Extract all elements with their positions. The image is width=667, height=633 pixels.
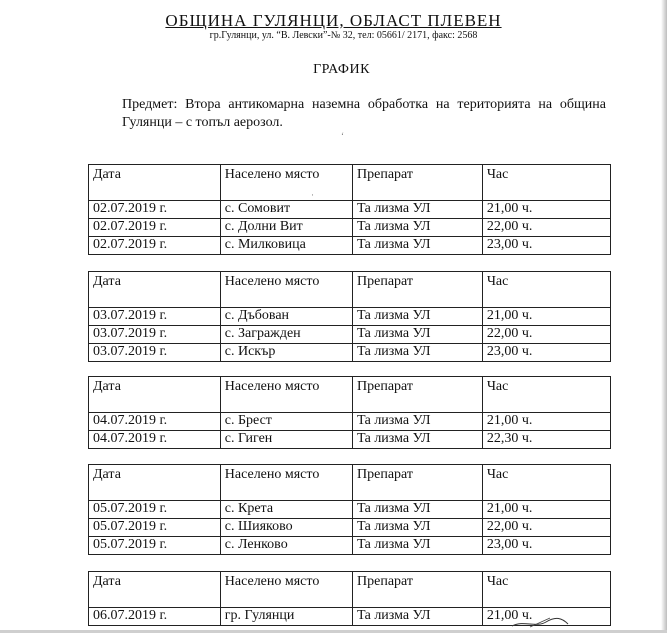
cell-place: с. Милковица <box>220 237 352 255</box>
table-row <box>89 501 611 519</box>
municipality-address: гр.Гулянци, ул. “В. Левски”-№ 32, тел: 05661/ 2171, факс: 2568 <box>209 30 478 41</box>
page-edge-shadow <box>661 0 667 633</box>
cell-date: 05.07.2019 г. <box>89 501 221 519</box>
signature-stroke <box>510 612 570 630</box>
table-header-row <box>89 165 611 201</box>
scan-speck: · <box>311 190 314 200</box>
cell-hour: 21,00 ч. <box>482 501 610 519</box>
schedule-table-2 <box>88 271 611 362</box>
cell-preparation: Ta лизма УЛ <box>353 537 483 555</box>
header-hour: Час <box>482 377 610 413</box>
header-place: Населено място <box>220 377 352 413</box>
header-preparation: Препарат <box>353 465 483 501</box>
schedule-table-4 <box>88 464 611 555</box>
cell-preparation: Ta лизма УЛ <box>353 308 483 326</box>
table-row <box>89 519 611 537</box>
cell-place: с. Искър <box>220 344 352 362</box>
cell-place: с. Долни Вит <box>220 219 352 237</box>
cell-place: гр. Гулянци <box>220 608 352 626</box>
cell-hour: 21,00 ч. <box>482 201 610 219</box>
cell-hour: 21,00 ч. <box>482 308 610 326</box>
schedule-table-1 <box>88 164 611 255</box>
header-hour: Час <box>482 572 610 608</box>
cell-preparation: Ta лизма УЛ <box>353 413 483 431</box>
cell-preparation: Ta лизма УЛ <box>353 201 483 219</box>
cell-place: с. Брест <box>220 413 352 431</box>
table-row <box>89 201 611 219</box>
cell-date: 06.07.2019 г. <box>89 608 221 626</box>
table-row <box>89 308 611 326</box>
table-header-row <box>89 377 611 413</box>
table-row <box>89 219 611 237</box>
cell-hour: 21,00 ч. <box>482 413 610 431</box>
header-date: Дата <box>89 465 221 501</box>
subject-line-2: Гулянци – с топъл аерозол. <box>122 115 283 130</box>
cell-date: 05.07.2019 г. <box>89 519 221 537</box>
header-hour: Час <box>482 465 610 501</box>
schedule-table-3 <box>88 376 611 449</box>
table-header-row <box>89 572 611 608</box>
header-date: Дата <box>89 377 221 413</box>
table-row <box>89 326 611 344</box>
header-place: Населено място <box>220 272 352 308</box>
cell-place: с. Загражден <box>220 326 352 344</box>
cell-date: 02.07.2019 г. <box>89 201 221 219</box>
header-preparation: Препарат <box>353 165 483 201</box>
cell-date: 05.07.2019 г. <box>89 537 221 555</box>
table-row <box>89 413 611 431</box>
header-preparation: Препарат <box>353 377 483 413</box>
subject-line-1: Предмет: Втора антикомарна наземна обработка на територията на община <box>122 97 606 112</box>
cell-hour: 22,00 ч. <box>482 519 610 537</box>
scan-speck: ‘ <box>341 131 344 141</box>
table-row <box>89 431 611 449</box>
table-header-row <box>89 272 611 308</box>
header-hour: Час <box>482 272 610 308</box>
cell-place: с. Дъбован <box>220 308 352 326</box>
cell-date: 03.07.2019 г. <box>89 326 221 344</box>
table-header-row <box>89 465 611 501</box>
municipality-name: ОБЩИНА ГУЛЯНЦИ, ОБЛАСТ ПЛЕВЕН <box>165 11 502 30</box>
cell-hour: 22,00 ч. <box>482 326 610 344</box>
cell-date: 03.07.2019 г. <box>89 344 221 362</box>
cell-preparation: Ta лизма УЛ <box>353 237 483 255</box>
cell-preparation: Ta лизма УЛ <box>353 219 483 237</box>
header-place: Населено място <box>220 165 352 201</box>
cell-preparation: Ta лизма УЛ <box>353 344 483 362</box>
cell-place: с. Крета <box>220 501 352 519</box>
header-date: Дата <box>89 272 221 308</box>
header-hour: Час <box>482 165 610 201</box>
cell-date: 02.07.2019 г. <box>89 219 221 237</box>
cell-date: 04.07.2019 г. <box>89 413 221 431</box>
cell-preparation: Ta лизма УЛ <box>353 501 483 519</box>
cell-preparation: Ta лизма УЛ <box>353 608 483 626</box>
cell-hour: 23,00 ч. <box>482 344 610 362</box>
table-row <box>89 537 611 555</box>
cell-date: 04.07.2019 г. <box>89 431 221 449</box>
cell-place: с. Гиген <box>220 431 352 449</box>
header-preparation: Препарат <box>353 272 483 308</box>
cell-hour: 23,00 ч. <box>482 237 610 255</box>
header-place: Населено място <box>220 465 352 501</box>
header-place: Населено място <box>220 572 352 608</box>
document-title: ГРАФИК <box>313 62 370 77</box>
municipality-header <box>0 11 667 31</box>
cell-hour: 21,00 ч. <box>482 608 610 626</box>
subject-paragraph <box>122 96 606 132</box>
cell-date: 03.07.2019 г. <box>89 308 221 326</box>
cell-hour: 23,00 ч. <box>482 537 610 555</box>
cell-hour: 22,30 ч. <box>482 431 610 449</box>
cell-place: с. Сомовит <box>220 201 352 219</box>
cell-hour: 22,00 ч. <box>482 219 610 237</box>
table-row <box>89 344 611 362</box>
cell-preparation: Ta лизма УЛ <box>353 519 483 537</box>
header-date: Дата <box>89 572 221 608</box>
header-date: Дата <box>89 165 221 201</box>
table-row <box>89 237 611 255</box>
cell-preparation: Ta лизма УЛ <box>353 326 483 344</box>
cell-place: с. Шияково <box>220 519 352 537</box>
header-preparation: Препарат <box>353 572 483 608</box>
cell-date: 02.07.2019 г. <box>89 237 221 255</box>
cell-place: с. Ленково <box>220 537 352 555</box>
cell-preparation: Ta лизма УЛ <box>353 431 483 449</box>
